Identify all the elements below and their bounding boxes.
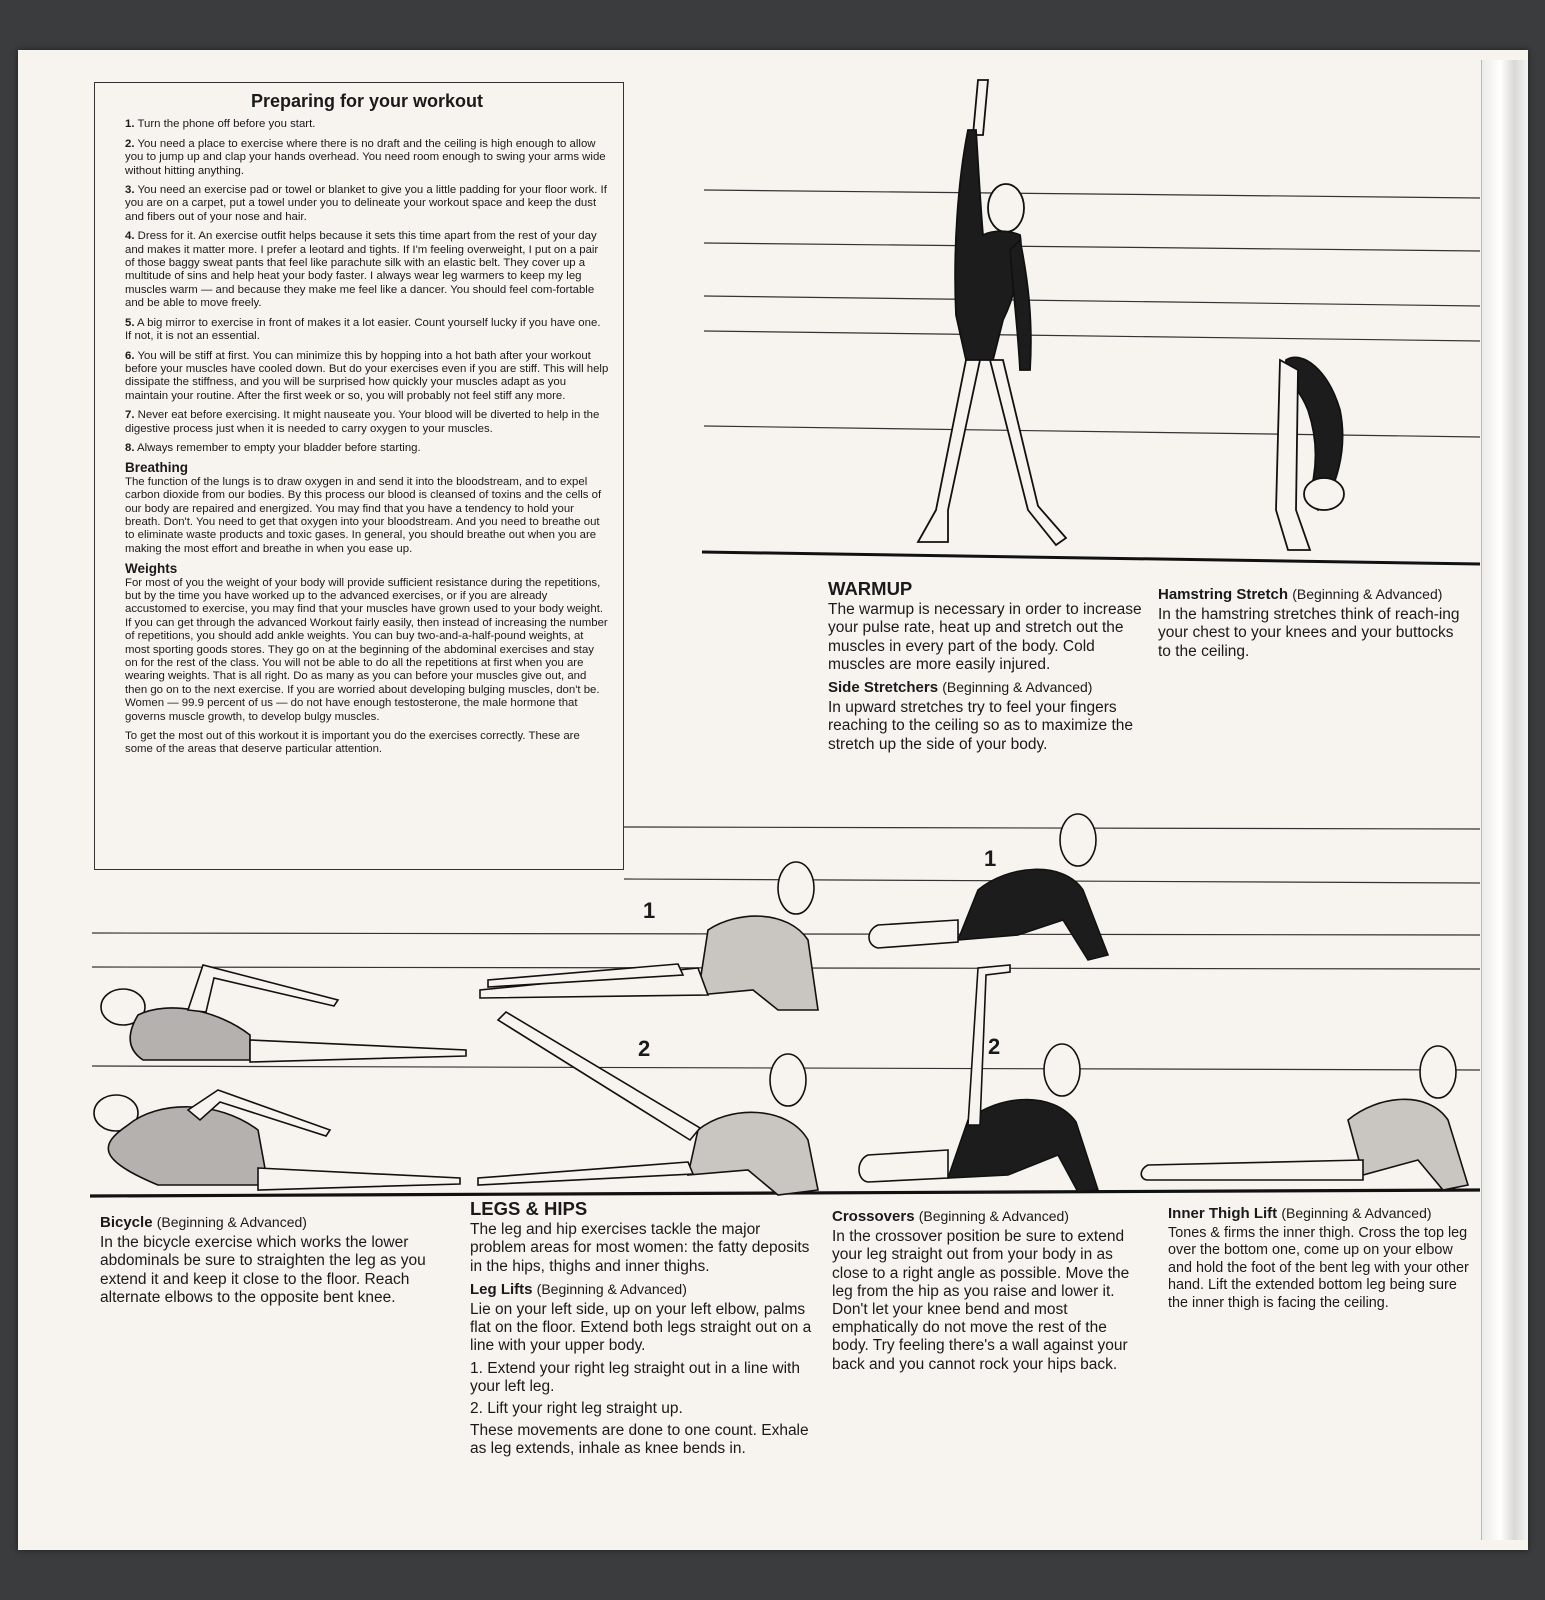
preparing-box xyxy=(94,82,624,870)
legs-hips-text: The leg and hip exercises tackle the major problem areas for most women: the fatty deposits in the hips, thighs and inner thighs. xyxy=(470,1221,810,1275)
prep-item-number: 6. xyxy=(125,349,135,362)
leg-lifts-level: (Beginning & Advanced) xyxy=(536,1280,687,1297)
bicycle-level: (Beginning & Advanced) xyxy=(156,1214,307,1230)
prep-item-number: 5. xyxy=(125,316,135,329)
prep-item-number: 8. xyxy=(125,441,135,454)
prep-item xyxy=(125,230,609,310)
leg-lift-figure-1 xyxy=(480,862,818,1010)
bicycle-heading xyxy=(100,1213,440,1232)
hamstring-section xyxy=(1158,582,1463,665)
prep-item-number: 3. xyxy=(125,184,135,197)
side-stretchers-heading xyxy=(828,678,1148,697)
crossovers-heading xyxy=(832,1207,1142,1226)
crossovers-section xyxy=(832,1204,1142,1378)
bicycle-figure-bottom xyxy=(94,1090,460,1190)
bicycle-figure-top xyxy=(101,965,466,1062)
crossover-label-1: 1 xyxy=(984,846,997,871)
side-stretcher-figure xyxy=(918,80,1066,545)
prep-item xyxy=(125,350,609,404)
leg-lifts-heading xyxy=(470,1280,815,1299)
prep-item xyxy=(125,118,609,131)
leg-lift-label-2: 2 xyxy=(638,1036,651,1061)
leg-lifts-step-2: 2. Lift your right leg straight up. xyxy=(470,1400,683,1418)
leg-lift-label-1: 1 xyxy=(643,898,656,923)
prep-item-text: You will be stiff at first. You can minimize this by hopping into a hot bath after your workout before your muscles have cooled down. But do your exercises even if you are stiff. This will help dissipate the stiffness, and you will be surprised how quickly your muscles adapt as you maintain your routine. After the first week or so, you will probably not feel stiff any more. xyxy=(125,349,609,402)
bicycle-title: Bicycle xyxy=(100,1214,153,1231)
prep-item-text: You need an exercise pad or towel or blanket to give you a little padding for your floor work. If you are on a carpet, put a towel under you to delineate your workout space and keep the dust and fibers out of your nose and hair. xyxy=(125,184,607,223)
prep-item-number: 7. xyxy=(125,409,135,422)
leg-lifts-text: Lie on your left side, up on your left elbow, palms flat on the floor. Extend both legs straight out on a line with your upper body. xyxy=(470,1301,812,1355)
bicycle-section xyxy=(100,1210,440,1311)
crossover-figure-1 xyxy=(869,814,1108,960)
side-stretchers-level: (Beginning & Advanced) xyxy=(942,679,1093,696)
side-stretchers-title: Side Stretchers xyxy=(828,679,939,697)
warmup-heading: WARMUP xyxy=(828,578,913,599)
warmup-section xyxy=(828,580,1148,758)
prep-item xyxy=(125,409,609,436)
inner-thigh-text: Tones & firms the inner thigh. Cross the top leg over the bottom one, come up on your elbow and hold the foot of the bent leg with your other hand. Lift the extended bottom leg being sure the inner thigh is facing the ceiling. xyxy=(1168,1224,1469,1311)
prep-item-number: 2. xyxy=(125,137,135,150)
hamstring-heading xyxy=(1158,585,1463,604)
bicycle-text: In the bicycle exercise which works the lower abdominals be sure to straighten the leg as you extend it and keep it close to the floor. Reach alternate elbows to the opposite bent knee. xyxy=(100,1234,426,1306)
prep-item-text: Dress for it. An exercise outfit helps because it sets this time apart from the rest of your day and makes it matter more. I prefer a leotard and tights. If I'm feeling overweight, I put on a pair of those baggy sweat pants that feel like parachute silk with an elastic belt. They cover up a multitude of sins and help heat your body faster. I always wear leg warmers to keep my leg muscles warm — and because they make me feel like a dancer. You should feel com-fortable and be able to move freely. xyxy=(125,230,599,310)
leg-lifts-step-1: 1. Extend your right leg straight out in a line with your left leg. xyxy=(470,1359,800,1395)
crossovers-level: (Beginning & Advanced) xyxy=(918,1208,1069,1224)
prep-item-text: A big mirror to exercise in front of makes it a lot easier. Count yourself lucky if you have one. If not, it is not an essential. xyxy=(125,316,601,343)
weights-text: For most of you the weight of your body will provide sufficient resistance during the repetitions, but by the time you have worked up to the advanced exercises, or if you are already accustomed to exercise, you may find that your muscles have grown used to your body weight. If you can get through the advanced Workout fairly easily, then instead of increasing the number of repetitions, you should add ankle weights. You can buy two-and-a-half-pound weights, at most sporting goods stores. They go on at the beginning of the abdominal exercises and stay on for the rest of the class. You will not be able to do all the repetitions at first when you are wearing weights. That is all right. Do as many as you can before your muscles give out, and then go on to the next exercise. If you are worried about developing bulging muscles, don't be. Women — 99.9 percent of us — do not have enough testosterone, the male hormone that governs muscle growth, to develop bulgy muscles. xyxy=(125,576,608,723)
breathing-heading: Breathing xyxy=(125,460,189,476)
book-page xyxy=(18,50,1528,1550)
inner-thigh-heading xyxy=(1168,1205,1478,1223)
prep-item-text: You need a place to exercise where there is no draft and the ceiling is high enough to allow you to jump up and clap your hands overhead. You need room enough to swing your arms wide without hitting anything. xyxy=(125,137,606,177)
prep-item-text: Always remember to empty your bladder before starting. xyxy=(137,441,421,454)
breathing-text: The function of the lungs is to draw oxygen in and send it into the bloodstream, and to expel carbon dioxide from our bodies. By this process our blood is cleansed of toxins and the cells of our body are repaired and energized. You may find that you have a tendency to hold your breath. Don't. You need to get that oxygen into your bloodstream. And you need to breathe out to eliminate waste products and toxic gases. In general, you should breathe out when you are making the most effort and breathe in when you ease up. xyxy=(125,475,602,555)
inner-thigh-level: (Beginning & Advanced) xyxy=(1281,1205,1432,1221)
inner-thigh-figure xyxy=(1141,1046,1468,1190)
legs-hips-heading: LEGS & HIPS xyxy=(470,1198,588,1219)
inner-thigh-section xyxy=(1168,1202,1478,1317)
hamstring-text: In the hamstring stretches think of reach-ing your chest to your knees and your buttocks to the ceiling. xyxy=(1158,606,1460,660)
warmup-text: The warmup is necessary in order to increase your pulse rate, heat up and stretch out the muscles in every part of the body. Cold muscles are more easily injured. xyxy=(828,601,1142,673)
prep-item-number: 1. xyxy=(125,118,135,131)
weights-heading: Weights xyxy=(125,561,178,577)
crossovers-text: In the crossover position be sure to extend your leg straight out from your body in as close to a right angle as possible. Move the leg from the hip as you raise and lower it. Don't let your knee bend and most emphatically do not move the rest of the body. Try feeling there's a wall against your back and you cannot rock your hips back. xyxy=(832,1228,1130,1373)
leg-lifts-note: These movements are done to one count. Exhale as leg extends, inhale as knee bends in. xyxy=(470,1422,809,1458)
prep-item-text: Never eat before exercising. It might nauseate you. Your blood will be diverted to help in the digestive process just when it is needed to carry oxygen to your muscles. xyxy=(125,409,600,435)
closing-text: To get the most out of this workout it is important you do the exercises correctly. These are some of the areas that deserve particular attention. xyxy=(125,730,580,756)
crossover-label-2: 2 xyxy=(988,1034,1001,1059)
prep-item xyxy=(125,184,609,224)
inner-thigh-title: Inner Thigh Lift xyxy=(1168,1205,1278,1222)
preparing-title: Preparing for your workout xyxy=(250,91,484,111)
prep-item-text: Turn the phone off before you start. xyxy=(137,118,316,131)
hamstring-title: Hamstring Stretch xyxy=(1158,586,1289,603)
prep-item xyxy=(125,138,609,178)
crossovers-title: Crossovers xyxy=(832,1208,915,1225)
hamstring-stretch-figure xyxy=(1276,357,1344,550)
prep-item-number: 4. xyxy=(125,230,135,243)
leg-lifts-title: Leg Lifts xyxy=(470,1280,533,1298)
prep-item xyxy=(125,442,609,455)
hamstring-level: (Beginning & Advanced) xyxy=(1292,586,1443,602)
prep-item xyxy=(125,317,609,344)
crossover-figure-2 xyxy=(859,965,1098,1192)
side-stretchers-text: In upward stretches try to feel your fingers reaching to the ceiling so as to maximize the stretch up the side of your body. xyxy=(828,699,1133,753)
legs-hips-section xyxy=(470,1200,815,1463)
